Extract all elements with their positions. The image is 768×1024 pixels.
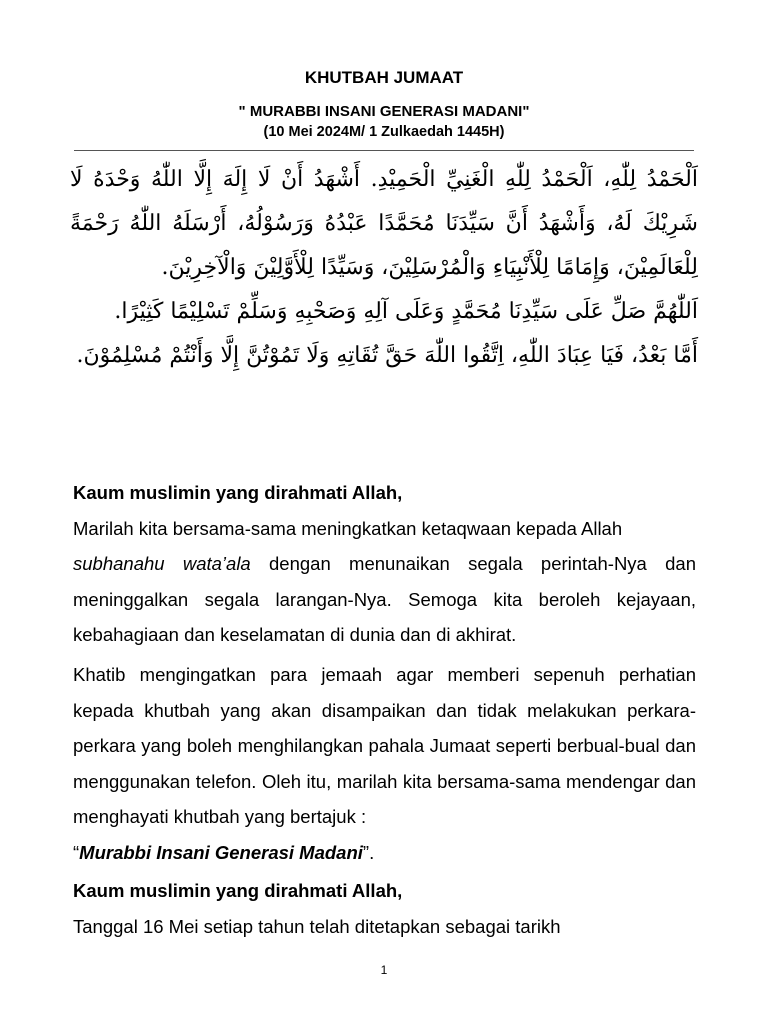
section-paragraph bbox=[73, 511, 696, 653]
section-opening-taqwa bbox=[73, 475, 696, 653]
section-main bbox=[73, 873, 696, 944]
header-divider bbox=[74, 150, 694, 151]
section-greeting: Kaum muslimin yang dirahmati Allah, bbox=[73, 482, 403, 503]
section-paragraph bbox=[73, 657, 696, 870]
khutbah-date: (10 Mei 2024M/ 1 Zulkaedah 1445H) bbox=[263, 124, 505, 140]
page-number: 1 bbox=[380, 963, 388, 977]
arabic-taqwa-text: أَمَّا بَعْدُ، فَيَا عِبَادَ اللّٰهِ، اِتَّقُوا اللّٰهَ حَقَّ تُقَاتِهِ وَلَا تَمُوْتُنَّ إِلَّا وَأَنْتُمْ مُسْلِمُوْنَ. bbox=[76, 343, 698, 368]
paragraph-text: Khatib mengingatkan para jemaah agar memberi sepenuh perhatian kepada khutbah yang akan disampaikan dan tidak melakukan perkara-perkara yang boleh menghilangkan pahala Jumaat seperti berbual-bual dan menggunakan telefon. Oleh itu, marilah kita bersama-sama mendengar dan menghayati khutbah yang bertajuk : bbox=[73, 664, 696, 827]
khutbah-title: KHUTBAH JUMAAT bbox=[304, 68, 464, 87]
khutbah-subtitle: " MURABBI INSANI GENERASI MADANI" bbox=[238, 103, 530, 120]
arabic-opening-text: اَلْحَمْدُ لِلّٰهِ، اَلْحَمْدُ لِلّٰهِ الْغَنِيِّ الْحَمِيْدِ. أَشْهَدُ أَنْ لَا إِلَهَ إِلَّا اللّٰهُ وَحْدَهُ لَا شَرِيْكَ لَهُ، وَأَشْهَدُ أَنَّ سَيِّدَنَا مُحَمَّدًا عَبْدُهُ وَرَسُوْلُهُ، أَرْسَلَهُ اللّٰهُ رَحْمَةً لِلْعَالَمِيْنَ، وَإِمَامًا لِلْأَنْبِيَاءِ وَالْمُرْسَلِيْنَ، وَسَيِّدًا لِلْأَوَّلِيْنَ وَالْآخِرِيْنَ. bbox=[70, 167, 698, 280]
arabic-salawat-text: اَللّٰهُمَّ صَلِّ عَلَى سَيِّدِنَا مُحَمَّدٍ وَعَلَى آلِهِ وَصَحْبِهِ وَسَلِّمْ تَسْلِيْمًا كَثِيْرًا. bbox=[114, 299, 698, 324]
section-paragraph: Tanggal 16 Mei setiap tahun telah ditetapkan sebagai tarikh bbox=[73, 915, 561, 937]
section-reminder bbox=[73, 657, 696, 870]
khutbah-topic-title: Murabbi Insani Generasi Madani bbox=[79, 841, 363, 863]
section-greeting: Kaum muslimin yang dirahmati Allah, bbox=[73, 880, 403, 901]
arabic-opening-block bbox=[70, 158, 698, 378]
paragraph-italic-text: subhanahu wata’ala bbox=[73, 553, 251, 574]
quote-open: “ bbox=[73, 841, 80, 863]
paragraph-text: Marilah kita bersama-sama meningkatkan ketaqwaan kepada Allah bbox=[73, 517, 623, 539]
quote-close: ”. bbox=[362, 841, 375, 863]
paragraph-text: dengan menunaikan segala perintah-Nya dan meninggalkan segala larangan-Nya. Semoga kita beroleh kejayaan, kebahagiaan dan keselamatan di dunia dan di akhirat. bbox=[73, 553, 696, 645]
